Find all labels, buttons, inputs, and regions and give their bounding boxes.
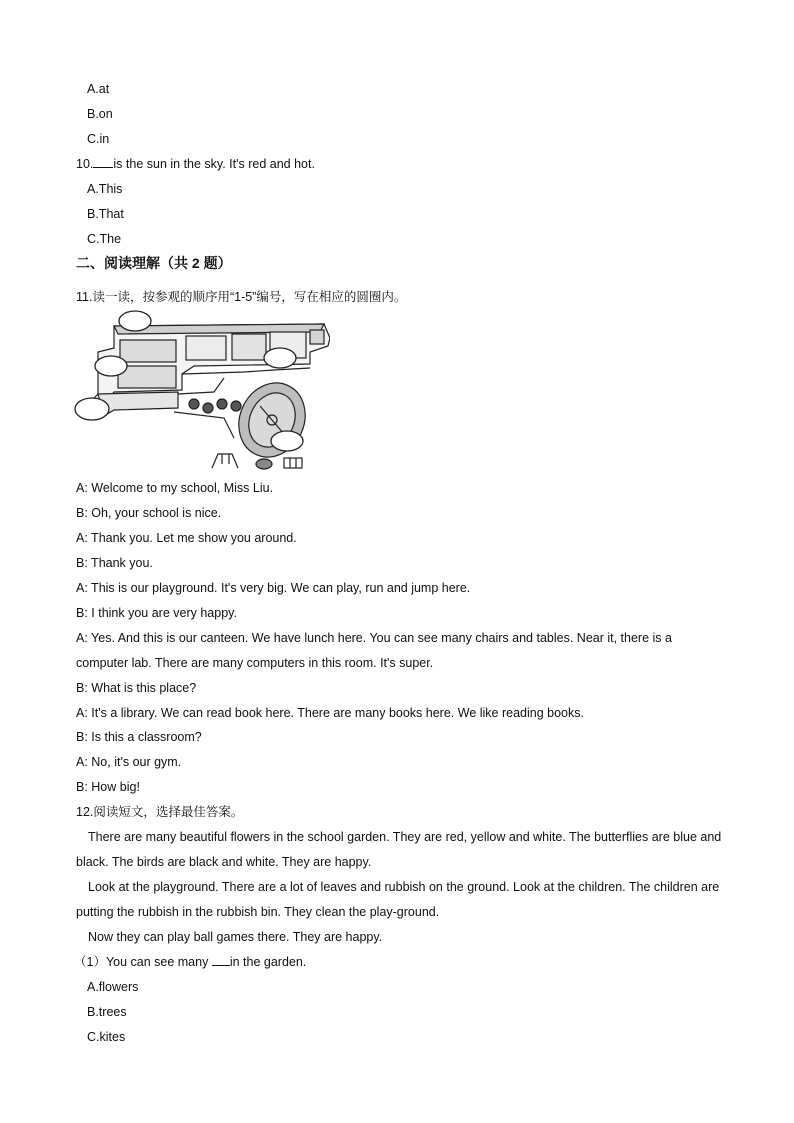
- q9-option-c: C.in: [87, 132, 110, 146]
- dialogue-line: A: No, it's our gym.: [76, 755, 182, 769]
- dialogue-line: B: What is this place?: [76, 681, 197, 695]
- q9-option-b: B.on: [87, 107, 113, 121]
- q10-question: [76, 156, 315, 172]
- dialogue-line: A: It's a library. We can read book here. There are many books here. We like reading books.: [76, 706, 584, 720]
- passage-paragraph: Look at the playground. There are a lot of leaves and rubbish on the ground. Look at the children. The children are putting the rubbish in the rubbish bin. They clean the play-ground.: [76, 880, 720, 919]
- dialogue-line: B: I think you are very happy.: [76, 606, 237, 620]
- dialogue-line: B: Is this a classroom?: [76, 730, 202, 744]
- q12-sub1-option-a: A.flowers: [87, 980, 139, 994]
- answer-circle-4[interactable]: [264, 348, 296, 368]
- q10-option-a: A.This: [87, 182, 123, 196]
- dialogue-line: B: Oh, your school is nice.: [76, 506, 222, 520]
- q11-prompt: 11.读一读，按参观的顺序用“1-5”编号，写在相应的圆圈内。: [76, 290, 407, 304]
- dialogue-line: A: Yes. And this is our canteen. We have lunch here. You can see many chairs and tables. Near it, there is a computer lab. There are many computers in this room. It's super.: [76, 631, 672, 670]
- q10-text: is the sun in the sky. It's red and hot.: [113, 157, 315, 171]
- answer-circle-5[interactable]: [271, 431, 303, 451]
- q9-option-a: A.at: [87, 82, 110, 96]
- dialogue-line: A: This is our playground. It's very big. We can play, run and jump here.: [76, 581, 471, 595]
- school-map-illustration: [74, 308, 330, 474]
- q10-option-c: C.The: [87, 232, 122, 246]
- q12-sub1-question: [74, 954, 306, 970]
- dialogue-line: A: Thank you. Let me show you around.: [76, 531, 297, 545]
- answer-circle-2[interactable]: [95, 356, 127, 376]
- dialogue-line: B: Thank you.: [76, 556, 153, 570]
- q12-prompt: 12.阅读短文，选择最佳答案。: [76, 805, 244, 819]
- passage-paragraph: Now they can play ball games there. They are happy.: [88, 930, 383, 944]
- q12-sub1-number: （1）You can see many: [74, 955, 209, 969]
- q12-sub1-text: in the garden.: [229, 955, 307, 969]
- q12-sub1-option-c: C.kites: [87, 1030, 126, 1044]
- section-heading: 二、阅读理解（共 2 题）: [76, 255, 232, 271]
- q12-sub1-blank: [212, 954, 230, 966]
- dialogue-line: B: How big!: [76, 780, 140, 794]
- q10-blank: [93, 156, 113, 168]
- q10-option-b: B.That: [87, 207, 124, 221]
- q10-number: 10.: [76, 157, 94, 171]
- passage-paragraph: There are many beautiful flowers in the school garden. They are red, yellow and white. The butterflies are blue and black. The birds are black and white. They are happy.: [76, 830, 722, 869]
- q12-sub1-option-b: B.trees: [87, 1005, 127, 1019]
- answer-circle-3[interactable]: [75, 398, 109, 420]
- answer-circle-1[interactable]: [119, 311, 151, 331]
- dialogue-line: A: Welcome to my school, Miss Liu.: [76, 481, 274, 495]
